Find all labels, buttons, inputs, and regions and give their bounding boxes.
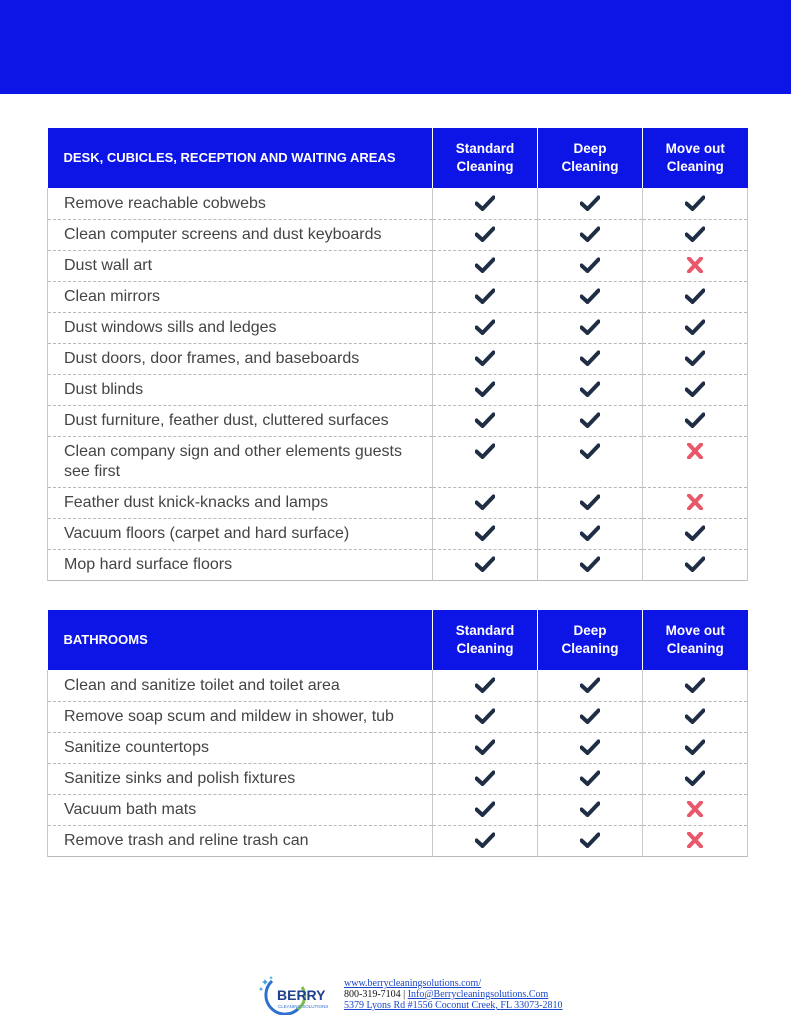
standard-check-icon (433, 764, 538, 795)
move-out-check-icon (643, 313, 748, 344)
standard-check-icon (433, 313, 538, 344)
move-out-cross-icon (643, 437, 748, 488)
top-banner (0, 0, 791, 94)
contact-info (344, 978, 563, 1011)
standard-check-icon (433, 188, 538, 220)
phone-number: 800-319-7104 (344, 989, 401, 1000)
move-out-check-icon (643, 670, 748, 702)
table-row (48, 188, 748, 220)
section-title: BATHROOMS (48, 610, 433, 670)
table-row (48, 437, 748, 488)
standard-check-icon (433, 733, 538, 764)
deep-check-icon (538, 313, 643, 344)
task-label: Dust wall art (48, 251, 433, 282)
deep-check-icon (538, 437, 643, 488)
task-label: Clean mirrors (48, 282, 433, 313)
website-link[interactable]: www.berrycleaningsolutions.com/ (344, 978, 482, 989)
table-header-row (48, 610, 748, 670)
standard-check-icon (433, 702, 538, 733)
task-label: Vacuum bath mats (48, 795, 433, 826)
move-out-check-icon (643, 764, 748, 795)
berry-logo (258, 975, 338, 1015)
standard-check-icon (433, 795, 538, 826)
deep-check-icon (538, 826, 643, 857)
table-row (48, 220, 748, 251)
deep-check-icon (538, 282, 643, 313)
move-out-cross-icon (643, 251, 748, 282)
column-header-standard: Standard Cleaning (433, 128, 538, 188)
table-row (48, 550, 748, 581)
address-link[interactable]: 5379 Lyons Rd #1556 Coconut Creek, FL 33073-2810 (344, 1000, 563, 1011)
task-label: Remove trash and reline trash can (48, 826, 433, 857)
deep-check-icon (538, 251, 643, 282)
table-row (48, 519, 748, 550)
column-header-move-out: Move out Cleaning (643, 610, 748, 670)
deep-check-icon (538, 220, 643, 251)
standard-check-icon (433, 550, 538, 581)
task-label: Vacuum floors (carpet and hard surface) (48, 519, 433, 550)
task-label: Dust doors, door frames, and baseboards (48, 344, 433, 375)
column-header-deep: Deep Cleaning (538, 128, 643, 188)
standard-check-icon (433, 826, 538, 857)
task-label: Remove reachable cobwebs (48, 188, 433, 220)
move-out-check-icon (643, 344, 748, 375)
standard-check-icon (433, 251, 538, 282)
deep-check-icon (538, 670, 643, 702)
deep-check-icon (538, 733, 643, 764)
move-out-check-icon (643, 406, 748, 437)
table-row (48, 344, 748, 375)
separator: | (400, 989, 408, 1000)
move-out-check-icon (643, 375, 748, 406)
move-out-check-icon (643, 282, 748, 313)
column-header-standard: Standard Cleaning (433, 610, 538, 670)
logo-subtext: CLEANING SOLUTIONS (278, 1004, 329, 1009)
task-label: Clean and sanitize toilet and toilet area (48, 670, 433, 702)
move-out-check-icon (643, 188, 748, 220)
standard-check-icon (433, 282, 538, 313)
table-row (48, 826, 748, 857)
move-out-check-icon (643, 550, 748, 581)
table-row (48, 702, 748, 733)
table-row (48, 670, 748, 702)
table-row (48, 406, 748, 437)
standard-check-icon (433, 406, 538, 437)
task-label: Sanitize sinks and polish fixtures (48, 764, 433, 795)
deep-check-icon (538, 795, 643, 826)
task-label: Remove soap scum and mildew in shower, tub (48, 702, 433, 733)
desk-areas-table (47, 128, 748, 581)
deep-check-icon (538, 519, 643, 550)
table-row (48, 733, 748, 764)
task-label: Dust windows sills and ledges (48, 313, 433, 344)
table-row (48, 488, 748, 519)
deep-check-icon (538, 406, 643, 437)
standard-check-icon (433, 670, 538, 702)
standard-check-icon (433, 519, 538, 550)
deep-check-icon (538, 375, 643, 406)
task-label: Dust furniture, feather dust, cluttered surfaces (48, 406, 433, 437)
table-row (48, 282, 748, 313)
standard-check-icon (433, 344, 538, 375)
table-header-row (48, 128, 748, 188)
section-title: DESK, CUBICLES, RECEPTION AND WAITING AREAS (48, 128, 433, 188)
footer (258, 975, 618, 1015)
task-label: Mop hard surface floors (48, 550, 433, 581)
move-out-check-icon (643, 733, 748, 764)
deep-check-icon (538, 344, 643, 375)
logo-text: BERRY (277, 987, 326, 1003)
move-out-check-icon (643, 220, 748, 251)
move-out-check-icon (643, 702, 748, 733)
table-row (48, 313, 748, 344)
column-header-deep: Deep Cleaning (538, 610, 643, 670)
deep-check-icon (538, 188, 643, 220)
move-out-cross-icon (643, 488, 748, 519)
table-row (48, 251, 748, 282)
task-label: Dust blinds (48, 375, 433, 406)
email-link[interactable]: Info@Berrycleaningsolutions.Com (407, 989, 549, 1000)
task-label: Clean company sign and other elements guests see first (48, 437, 433, 488)
deep-check-icon (538, 764, 643, 795)
bathrooms-table (47, 610, 748, 857)
task-label: Feather dust knick-knacks and lamps (48, 488, 433, 519)
deep-check-icon (538, 550, 643, 581)
deep-check-icon (538, 702, 643, 733)
deep-check-icon (538, 488, 643, 519)
move-out-cross-icon (643, 795, 748, 826)
table-row (48, 795, 748, 826)
standard-check-icon (433, 375, 538, 406)
task-label: Clean computer screens and dust keyboards (48, 220, 433, 251)
standard-check-icon (433, 220, 538, 251)
column-header-move-out: Move out Cleaning (643, 128, 748, 188)
standard-check-icon (433, 488, 538, 519)
move-out-check-icon (643, 519, 748, 550)
task-label: Sanitize countertops (48, 733, 433, 764)
table-row (48, 764, 748, 795)
table-row (48, 375, 748, 406)
standard-check-icon (433, 437, 538, 488)
move-out-cross-icon (643, 826, 748, 857)
